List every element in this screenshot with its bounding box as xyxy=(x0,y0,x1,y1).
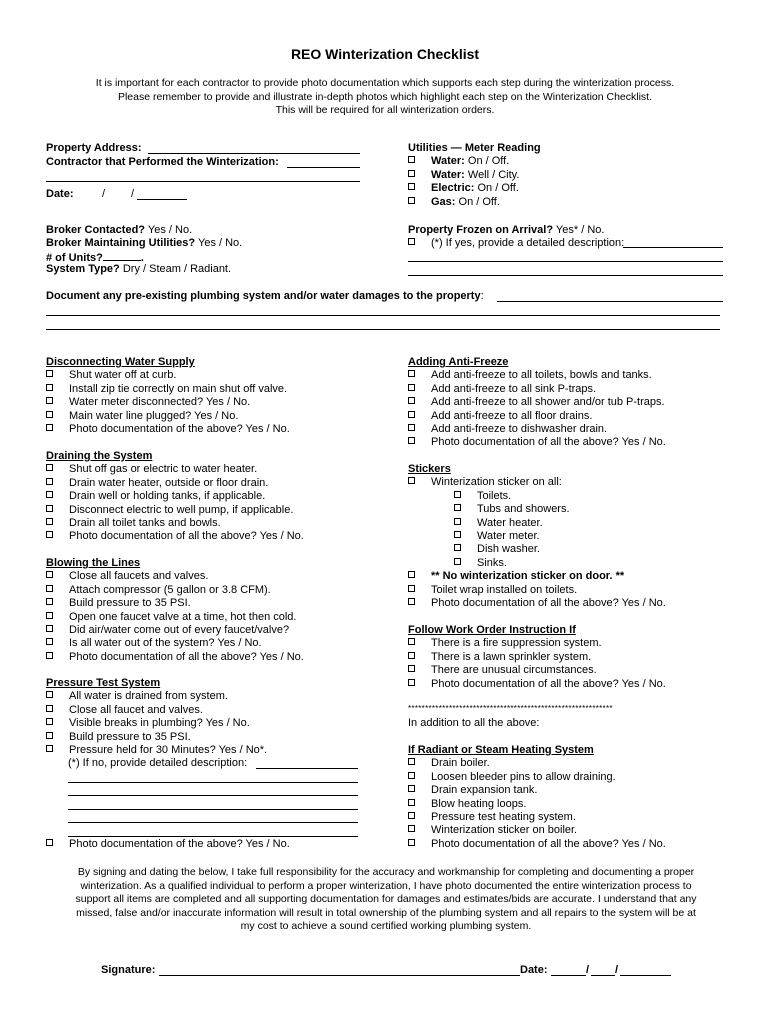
checkbox-icon[interactable] xyxy=(46,384,53,391)
item-label: Photo documentation of all the above? Yes / No. xyxy=(69,530,304,543)
checklist-item[interactable] xyxy=(408,396,666,409)
checklist-item[interactable] xyxy=(46,637,304,650)
page-title: REO Winterization Checklist xyxy=(290,46,480,62)
checklist-item[interactable] xyxy=(46,383,290,396)
signature-label: Signature: xyxy=(101,964,156,976)
item-label: Build pressure to 35 PSI. xyxy=(69,730,191,743)
checklist-item[interactable] xyxy=(46,597,304,610)
checklist-subitem[interactable] xyxy=(408,543,666,556)
frozen-options[interactable]: Yes* / No. xyxy=(553,224,605,236)
item-label: Attach compressor (5 gallon or 3.8 CFM). xyxy=(69,583,271,596)
item-label: Add anti-freeze to dishwasher drain. xyxy=(431,423,608,436)
utility-label: Electric: xyxy=(431,182,475,195)
checklist-item[interactable] xyxy=(408,678,666,691)
checkbox-icon[interactable] xyxy=(408,598,415,605)
checklist-item[interactable] xyxy=(408,811,666,824)
frozen-item[interactable] xyxy=(408,237,624,250)
checkbox-icon[interactable] xyxy=(408,437,415,444)
pressure-description-line[interactable] xyxy=(68,822,358,823)
item-label: Shut off gas or electric to water heater. xyxy=(69,463,258,476)
checkbox-icon[interactable] xyxy=(46,585,53,592)
checklist-item[interactable] xyxy=(46,396,290,409)
checkbox-icon[interactable] xyxy=(408,571,415,578)
checklist-item[interactable] xyxy=(408,757,666,770)
units-label: # of Units? xyxy=(46,252,103,264)
item-label: Close all faucets and valves. xyxy=(69,570,209,583)
item-label: Add anti-freeze to all shower and/or tub P-traps. xyxy=(431,396,665,409)
signature-date-sep: / xyxy=(615,964,619,976)
checklist-item[interactable] xyxy=(408,476,666,489)
utility-label: Water: xyxy=(431,155,465,168)
checkbox-icon[interactable] xyxy=(408,758,415,765)
property-address-row xyxy=(46,142,142,155)
item-label: Install zip tie correctly on main shut off valve. xyxy=(69,382,288,395)
checklist-item[interactable] xyxy=(46,611,304,624)
checkbox-icon[interactable] xyxy=(46,691,53,698)
broker-contacted-options[interactable]: Yes / No. xyxy=(145,224,193,236)
checklist-item[interactable] xyxy=(46,744,267,757)
checkbox-icon[interactable] xyxy=(408,384,415,391)
item-label: Photo documentation of all the above? Yes / No. xyxy=(431,436,666,449)
checklist-item[interactable] xyxy=(46,717,267,730)
damage-description-line[interactable] xyxy=(46,329,720,330)
date-row xyxy=(46,188,74,201)
utility-value: On / Off. xyxy=(464,155,510,168)
checkbox-icon[interactable] xyxy=(454,518,461,525)
checkbox-icon[interactable] xyxy=(408,785,415,792)
checkbox-icon[interactable] xyxy=(408,812,415,819)
certification-line: By signing and dating the below, I take full responsibility for the accuracy and workmanship for completing and documenting a proper xyxy=(77,866,695,878)
checklist-item[interactable] xyxy=(46,504,304,517)
item-label: Open one faucet valve at a time, hot then cold. xyxy=(69,610,297,623)
checklist-item[interactable] xyxy=(408,824,666,837)
damage-description-line[interactable] xyxy=(46,315,720,316)
blowing-section xyxy=(46,557,304,664)
signature-date-year[interactable] xyxy=(620,975,671,976)
checklist-item[interactable] xyxy=(408,838,666,851)
section-heading: If Radiant or Steam Heating System xyxy=(408,744,594,756)
checkbox-icon[interactable] xyxy=(454,531,461,538)
checklist-item[interactable] xyxy=(408,584,666,597)
utility-item[interactable] xyxy=(408,196,541,209)
checkbox-icon[interactable] xyxy=(46,397,53,404)
stickers-section xyxy=(408,463,666,610)
item-label: Photo documentation of all the above? Yes / No. xyxy=(431,837,666,850)
signature-field[interactable] xyxy=(159,975,520,976)
checkbox-icon[interactable] xyxy=(46,598,53,605)
item-label: Loosen bleeder pins to allow draining. xyxy=(431,770,616,783)
item-label: Water meter disconnected? Yes / No. xyxy=(69,396,251,409)
item-label: Water meter. xyxy=(477,530,540,543)
checklist-item[interactable] xyxy=(46,477,304,490)
frozen-heading: Property Frozen on Arrival? xyxy=(408,224,554,236)
intro-line: It is important for each contractor to provide photo documentation which supports each step during the winterization process. xyxy=(95,77,675,89)
checkbox-icon[interactable] xyxy=(408,665,415,672)
checkbox-icon[interactable] xyxy=(46,718,53,725)
checkbox-icon[interactable] xyxy=(46,652,53,659)
utility-item[interactable] xyxy=(408,169,541,182)
disconnecting-section xyxy=(46,356,290,436)
frozen-section xyxy=(408,224,624,251)
utilities-heading: Utilities — Meter Reading xyxy=(408,142,541,154)
system-type-label: System Type? xyxy=(46,263,120,275)
broker-maintaining-options[interactable]: Yes / No. xyxy=(195,237,243,249)
item-label: There are unusual circumstances. xyxy=(431,664,597,677)
checkbox-icon[interactable] xyxy=(46,411,53,418)
item-label: Photo documentation of all the above? Yes / No. xyxy=(431,677,666,690)
checklist-item[interactable] xyxy=(408,798,666,811)
item-label: Drain expansion tank. xyxy=(431,784,538,797)
pressure-note: (*) If no, provide detailed description: xyxy=(68,757,248,770)
item-label: Blow heating loops. xyxy=(431,797,527,810)
item-label: Pressure held for 30 Minutes? Yes / No*. xyxy=(69,744,268,757)
broker-contacted-row xyxy=(46,224,192,237)
checkbox-icon[interactable] xyxy=(408,772,415,779)
units-end: . xyxy=(140,252,144,264)
checklist-item[interactable] xyxy=(46,651,304,664)
item-label: Winterization sticker on all: xyxy=(431,476,562,489)
checkbox-icon[interactable] xyxy=(408,825,415,832)
checkbox-icon[interactable] xyxy=(454,491,461,498)
checklist-item[interactable] xyxy=(46,838,290,851)
checklist-item[interactable] xyxy=(46,584,304,597)
section-heading: Disconnecting Water Supply xyxy=(46,356,195,368)
checklist-item[interactable] xyxy=(46,410,290,423)
checkbox-icon[interactable] xyxy=(408,183,415,190)
frozen-description-line[interactable] xyxy=(408,261,723,262)
item-label: Drain well or holding tanks, if applicable. xyxy=(69,490,266,503)
section-heading: Draining the System xyxy=(46,450,153,462)
checkbox-icon[interactable] xyxy=(408,585,415,592)
item-label: Drain boiler. xyxy=(431,757,490,770)
checklist-item[interactable] xyxy=(408,570,666,583)
section-heading: Follow Work Order Instruction If xyxy=(408,624,576,636)
item-label: Photo documentation of the above? Yes / No. xyxy=(69,838,290,850)
item-label: Tubs and showers. xyxy=(477,503,570,516)
item-label: Winterization sticker on boiler. xyxy=(431,824,578,837)
checkbox-icon[interactable] xyxy=(46,732,53,739)
checkbox-icon[interactable] xyxy=(408,799,415,806)
item-label: Add anti-freeze to all sink P-traps. xyxy=(431,382,597,395)
document-damage-prompt xyxy=(46,290,484,303)
draining-section xyxy=(46,450,304,544)
item-label: Toilet wrap installed on toilets. xyxy=(431,583,578,596)
checkbox-icon[interactable] xyxy=(46,464,53,471)
system-type-row xyxy=(46,263,231,276)
item-label: Photo documentation of the above? Yes / No. xyxy=(69,423,290,436)
item-label: Main water line plugged? Yes / No. xyxy=(69,409,239,422)
checkbox-icon[interactable] xyxy=(408,397,415,404)
item-label: Sinks. xyxy=(477,556,507,569)
item-label: Shut water off at curb. xyxy=(69,369,177,382)
broker-contacted-label: Broker Contacted? xyxy=(46,224,146,236)
utility-label: Gas: xyxy=(431,195,456,208)
checklist-item[interactable] xyxy=(408,771,666,784)
checkbox-icon[interactable] xyxy=(46,638,53,645)
broker-maintaining-row xyxy=(46,237,242,250)
checklist-subitem[interactable] xyxy=(408,490,666,503)
property-address-label: Property Address: xyxy=(46,142,142,154)
item-label: Dish washer. xyxy=(477,543,540,556)
date-label: Date: xyxy=(46,188,74,200)
pressure-description-line[interactable] xyxy=(68,809,358,810)
utility-value: Well / City. xyxy=(464,168,520,181)
utility-item[interactable] xyxy=(408,182,541,195)
checkbox-icon[interactable] xyxy=(408,839,415,846)
item-label: Photo documentation of all the above? Yes / No. xyxy=(431,597,666,610)
frozen-item-label: (*) If yes, provide a detailed description: xyxy=(431,237,625,250)
checklist-item[interactable] xyxy=(46,530,304,543)
checkbox-icon[interactable] xyxy=(408,424,415,431)
checklist-subitem[interactable] xyxy=(408,503,666,516)
checklist-item[interactable] xyxy=(46,731,267,744)
checklist-item[interactable] xyxy=(408,784,666,797)
item-label: Visible breaks in plumbing? Yes / No. xyxy=(69,717,250,730)
checkbox-icon[interactable] xyxy=(46,625,53,632)
utility-label: Water: xyxy=(431,168,465,181)
checkbox-icon[interactable] xyxy=(408,638,415,645)
certification-line: support all items are completed and all supporting documentation for damages and estimates/bids are accurate. I understand that any xyxy=(75,893,697,906)
item-label: There is a fire suppression system. xyxy=(431,637,602,650)
pressure-description-line[interactable] xyxy=(68,836,358,837)
pressure-description-line[interactable] xyxy=(68,795,358,796)
checklist-item[interactable] xyxy=(408,410,666,423)
checkbox-icon[interactable] xyxy=(408,156,415,163)
units-field[interactable] xyxy=(103,250,141,261)
checklist-item[interactable] xyxy=(408,423,666,436)
checklist-item[interactable] xyxy=(46,423,290,436)
item-label: ** No winterization sticker on door. ** xyxy=(431,570,625,583)
item-label: Water heater. xyxy=(477,516,543,529)
checklist-item[interactable] xyxy=(408,369,666,382)
pressure-section xyxy=(46,677,267,771)
item-label: Pressure test heating system. xyxy=(431,811,576,824)
item-label: Did air/water come out of every faucet/valve? xyxy=(69,624,290,637)
checklist-item[interactable] xyxy=(408,383,666,396)
checkbox-icon[interactable] xyxy=(46,424,53,431)
checklist-subitem[interactable] xyxy=(408,557,666,570)
damage-description-field[interactable] xyxy=(497,301,723,302)
certification-line: winterization. As a qualified individual to perform a proper winterization, I have photo documented the entire winterization process to xyxy=(80,879,692,892)
utility-value: On / Off. xyxy=(474,182,519,195)
checkbox-icon[interactable] xyxy=(46,478,53,485)
checklist-item[interactable] xyxy=(46,463,304,476)
checkbox-icon[interactable] xyxy=(46,839,53,846)
contractor-row xyxy=(46,156,279,169)
checkbox-icon[interactable] xyxy=(46,518,53,525)
certification-paragraph xyxy=(48,866,724,934)
section-heading: Blowing the Lines xyxy=(46,557,141,569)
contractor-label: Contractor that Performed the Winterization: xyxy=(46,156,279,168)
item-label: Build pressure to 35 PSI. xyxy=(69,597,191,610)
signature-date-month[interactable] xyxy=(551,975,586,976)
pressure-description-field[interactable] xyxy=(256,768,358,769)
checkbox-icon[interactable] xyxy=(408,170,415,177)
checkbox-icon[interactable] xyxy=(408,679,415,686)
checkbox-icon[interactable] xyxy=(454,504,461,511)
checklist-subitem[interactable] xyxy=(408,530,666,543)
checklist-item[interactable] xyxy=(46,690,267,703)
checklist-item[interactable] xyxy=(408,651,666,664)
contractor-field-line2[interactable] xyxy=(46,181,360,182)
certification-line: my cost to achieve a sound certified working plumbing system. xyxy=(240,920,532,933)
checkbox-icon[interactable] xyxy=(46,505,53,512)
checklist-item[interactable] xyxy=(408,436,666,449)
checklist-item[interactable] xyxy=(46,704,267,717)
pressure-description-line[interactable] xyxy=(68,782,358,783)
intro-line: This will be required for all winterization orders. xyxy=(275,104,495,116)
item-label: Add anti-freeze to all toilets, bowls and tanks. xyxy=(431,369,652,382)
utility-value: On / Off. xyxy=(455,195,500,208)
signature-date-label: Date: xyxy=(520,964,548,976)
certification-line: missed, false and/or inaccurate information will result in total ownership of the plumbing system and all repairs to the system will be at xyxy=(76,906,696,919)
checklist-subitem[interactable] xyxy=(408,517,666,530)
checklist-item[interactable] xyxy=(408,597,666,610)
checkbox-icon[interactable] xyxy=(408,652,415,659)
item-label: There is a lawn sprinkler system. xyxy=(431,650,592,663)
frozen-description-field[interactable] xyxy=(623,247,723,248)
frozen-description-line[interactable] xyxy=(408,275,723,276)
utility-item[interactable] xyxy=(408,155,541,168)
checkbox-icon[interactable] xyxy=(46,571,53,578)
item-label: Toilets. xyxy=(477,489,512,502)
signature-date-day[interactable] xyxy=(591,975,615,976)
item-label: Drain all toilet tanks and bowls. xyxy=(69,517,221,530)
checklist-item[interactable] xyxy=(46,517,304,530)
section-heading: Stickers xyxy=(408,463,451,475)
checklist-item[interactable] xyxy=(46,570,304,583)
item-label: Is all water out of the system? Yes / No. xyxy=(69,637,262,650)
item-label: Drain water heater, outside or floor drain. xyxy=(69,476,269,489)
checklist-item[interactable] xyxy=(46,369,290,382)
property-address-field[interactable] xyxy=(148,153,360,154)
checklist-item[interactable] xyxy=(408,637,666,650)
checkbox-icon[interactable] xyxy=(454,544,461,551)
item-label: Photo documentation of all the above? Yes / No. xyxy=(69,650,304,663)
date-field[interactable] xyxy=(137,199,187,200)
intro-text xyxy=(40,77,730,118)
checkbox-icon[interactable] xyxy=(454,558,461,565)
signature-date-sep: / xyxy=(586,964,590,976)
utilities-section xyxy=(408,142,541,209)
item-label: Close all faucet and valves. xyxy=(69,703,203,716)
checkbox-icon[interactable] xyxy=(46,705,53,712)
section-heading: Pressure Test System xyxy=(46,677,161,689)
checklist-item[interactable] xyxy=(46,490,304,503)
radiant-section xyxy=(408,744,666,851)
broker-maintaining-label: Broker Maintaining Utilities? xyxy=(46,237,196,249)
checklist-item[interactable] xyxy=(46,624,304,637)
checkbox-icon[interactable] xyxy=(408,197,415,204)
date-sep: / xyxy=(131,188,135,200)
in-addition-text: In addition to all the above: xyxy=(408,717,540,729)
checkbox-icon[interactable] xyxy=(46,531,53,538)
checkbox-icon[interactable] xyxy=(46,745,53,752)
item-label: Add anti-freeze to all floor drains. xyxy=(431,409,593,422)
item-label: Disconnect electric to well pump, if applicable. xyxy=(69,503,294,516)
section-heading: Adding Anti-Freeze xyxy=(408,356,509,368)
checkbox-icon[interactable] xyxy=(46,491,53,498)
checkbox-icon[interactable] xyxy=(408,411,415,418)
checkbox-icon[interactable] xyxy=(46,612,53,619)
checkbox-icon[interactable] xyxy=(408,238,415,245)
work-order-section xyxy=(408,624,666,691)
checklist-item[interactable] xyxy=(408,664,666,677)
intro-line: Please remember to provide and illustrate in-depth photos which highlight each step on the Winterization Checklist. xyxy=(117,90,653,103)
checkbox-icon[interactable] xyxy=(408,370,415,377)
checkbox-icon[interactable] xyxy=(46,370,53,377)
document-damage-label: Document any pre-existing plumbing system and/or water damages to the property xyxy=(46,290,481,302)
antifreeze-section xyxy=(408,356,666,450)
contractor-field[interactable] xyxy=(287,167,360,168)
checkbox-icon[interactable] xyxy=(408,477,415,484)
date-sep: / xyxy=(102,188,106,200)
system-type-options[interactable]: Dry / Steam / Radiant. xyxy=(119,263,232,275)
document-damage-colon: : xyxy=(480,290,484,302)
star-divider: ************************************************************ xyxy=(408,704,613,713)
item-label: All water is drained from system. xyxy=(69,690,228,703)
